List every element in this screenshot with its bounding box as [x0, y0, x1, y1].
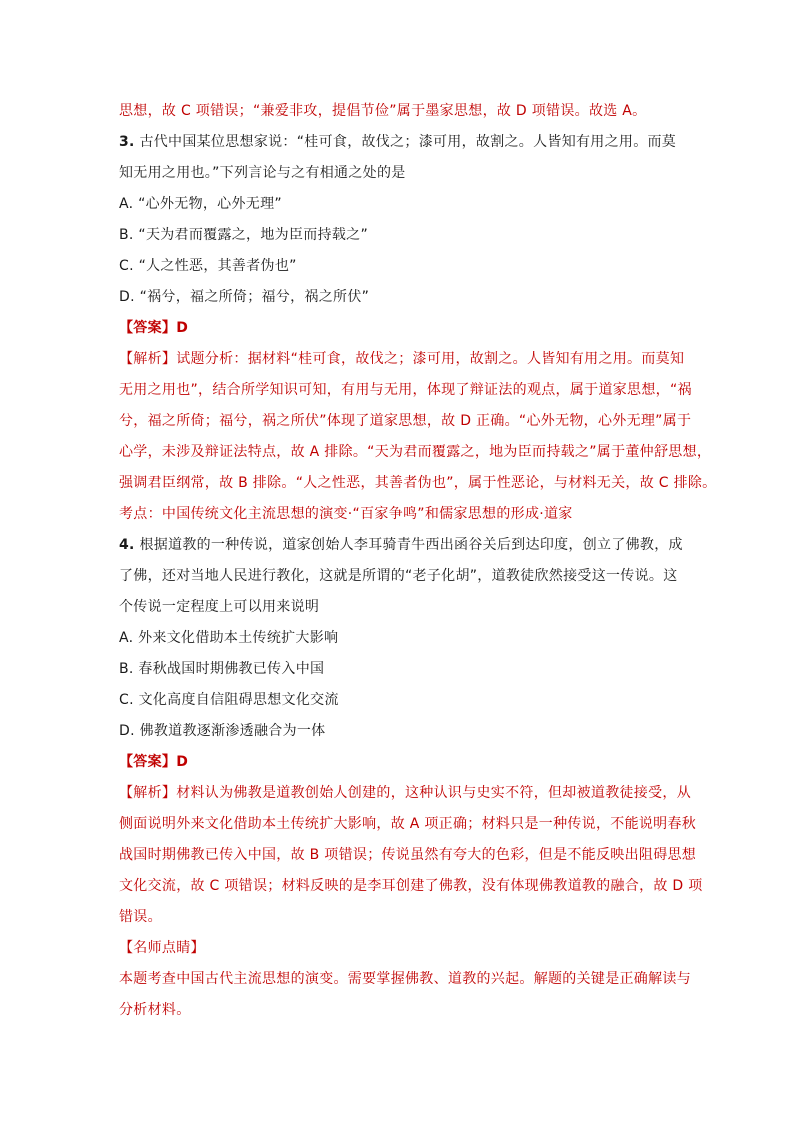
q3-option-a: A. “心外无物，心外无理”: [119, 196, 282, 212]
q3-analysis-line5: 强调君臣纲常，故 B 排除。“人之性恶，其善者伪也”，属于性恶论，与材料无关，故 C 排除。: [119, 475, 717, 491]
q4-analysis-line1: 【解析】材料认为佛教是道教创始人创建的，这种认识与史实不符，但却被道教徒接受，从: [119, 785, 691, 801]
q3-stem-text1: 古代中国某位思想家说：“桂可食，故伐之；漆可用，故割之。人皆知有用之用。而莫: [139, 134, 677, 150]
q3-exam-point: 考点：中国传统文化主流思想的演变·“百家争鸣”和儒家思想的形成·道家: [119, 506, 573, 522]
q4-option-a: A. 外来文化借助本土传统扩大影响: [119, 630, 339, 646]
q3-option-d: D. “祸兮，福之所倚；福兮，祸之所伏”: [119, 289, 370, 305]
q3-number: 3.: [119, 134, 135, 150]
q4-tip-line1: 本题考查中国古代主流思想的演变。需要掌握佛教、道教的兴起。解题的关键是正确解读与: [119, 971, 691, 987]
q4-option-d: D. 佛教道教逐渐渗透融合为一体: [119, 723, 326, 739]
q2-analysis-tail: 思想，故 C 项错误；“兼爱非攻，提倡节俭”属于墨家思想，故 D 项错误。故选 A。: [119, 103, 647, 119]
q4-tip-line2: 分析材料。: [119, 1002, 191, 1018]
q3-analysis-line1: 【解析】试题分析：据材料“桂可食，故伐之；漆可用，故割之。人皆知有用之用。而莫知: [119, 351, 685, 367]
q4-tip-title: 【名师点睛】: [119, 940, 205, 956]
q4-analysis-line2: 侧面说明外来文化借助本土传统扩大影响，故 A 项正确；材料只是一种传说，不能说明春秋: [119, 816, 697, 832]
q3-option-c: C. “人之性恶，其善者伪也”: [119, 258, 297, 274]
q4-stem-line2: 了佛，还对当地人民进行教化，这就是所谓的“老子化胡”，道教徒欣然接受这一传说。这: [119, 568, 678, 584]
q4-stem-text1: 根据道教的一种传说，道家创始人李耳骑青牛西出函谷关后到达印度，创立了佛教，成: [139, 537, 683, 553]
q3-analysis-line2: 无用之用也”，结合所学知识可知，有用与无用，体现了辩证法的观点，属于道家思想，“祸: [119, 382, 692, 398]
q3-option-b: B. “天为君而覆露之，地为臣而持载之”: [119, 227, 369, 243]
q4-analysis-line3: 战国时期佛教已传入中国，故 B 项错误；传说虽然有夸大的色彩，但是不能反映出阻碍思想: [119, 847, 697, 863]
q3-stem-line2: 知无用之用也。”下列言论与之有相通之处的是: [119, 165, 406, 181]
q4-answer: 【答案】D: [119, 754, 189, 770]
q3-analysis-line3: 兮，福之所倚；福兮，祸之所伏”体现了道家思想，故 D 正确。“心外无物，心外无理”属于: [119, 413, 692, 429]
q4-analysis-line5: 错误。: [119, 909, 162, 925]
q4-analysis-line4: 文化交流，故 C 项错误；材料反映的是李耳创建了佛教，没有体现佛教道教的融合，故 D 项: [119, 878, 703, 894]
q4-number: 4.: [119, 537, 135, 553]
q4-option-b: B. 春秋战国时期佛教已传入中国: [119, 661, 325, 677]
q3-stem-line1: [119, 127, 679, 158]
q3-analysis-line4: 心学，未涉及辩证法特点，故 A 排除。“天为君而覆露之，地为臣而持载之”属于董仲舒思想，: [119, 444, 712, 460]
q4-stem-line3: 个传说一定程度上可以用来说明: [119, 599, 320, 615]
q3-answer: 【答案】D: [119, 320, 189, 336]
q4-option-c: C. 文化高度自信阻碍思想文化交流: [119, 692, 339, 708]
q4-stem-line1: [119, 530, 683, 561]
document-page: [119, 96, 717, 1026]
